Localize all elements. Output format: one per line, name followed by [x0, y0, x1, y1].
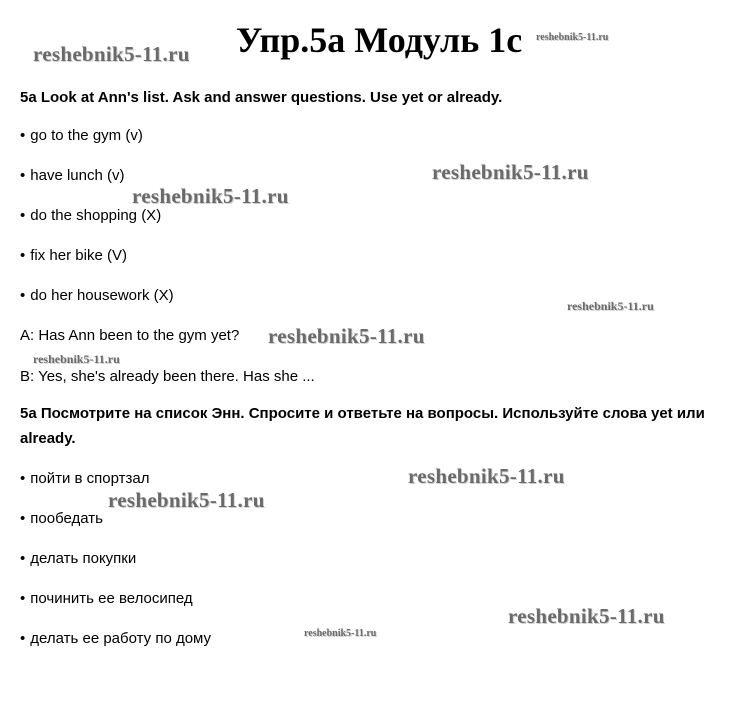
- watermark: reshebnik5-11.ru: [408, 464, 565, 488]
- list-item-text: пообедать: [30, 510, 103, 527]
- russian-task-heading-line2: already.: [20, 430, 76, 447]
- dialog-line-a: A: Has Ann been to the gym yet?: [20, 327, 240, 344]
- russian-task-heading-line1: 5a Посмотрите на список Энн. Спросите и ответьте на вопросы. Используйте слова yet или: [20, 405, 705, 422]
- watermark: reshebnik5-11.ru: [567, 299, 654, 313]
- bullet-icon: •: [20, 247, 26, 264]
- list-item: [20, 246, 127, 266]
- bullet-icon: •: [20, 510, 26, 527]
- list-item: [20, 206, 161, 226]
- bullet-icon: •: [20, 287, 26, 304]
- list-item: [20, 166, 124, 186]
- watermark: reshebnik5-11.ru: [432, 160, 589, 184]
- list-item-text: do her housework (X): [30, 287, 174, 304]
- watermark: reshebnik5-11.ru: [33, 352, 120, 366]
- list-item-text: пойти в спортзал: [30, 470, 150, 487]
- watermark: reshebnik5-11.ru: [508, 604, 665, 628]
- list-item-text: fix her bike (V): [30, 247, 127, 264]
- list-item: [20, 589, 193, 609]
- bullet-icon: •: [20, 550, 26, 567]
- list-item: [20, 629, 211, 649]
- bullet-icon: •: [20, 167, 26, 184]
- list-item: [20, 549, 136, 569]
- list-item: [20, 469, 149, 489]
- watermark: reshebnik5-11.ru: [536, 32, 609, 43]
- watermark: reshebnik5-11.ru: [132, 184, 289, 208]
- list-item: [20, 286, 174, 306]
- watermark: reshebnik5-11.ru: [304, 628, 377, 639]
- page-title: Упр.5a Модуль 1c: [236, 20, 523, 60]
- watermark: reshebnik5-11.ru: [33, 42, 190, 66]
- bullet-icon: •: [20, 207, 26, 224]
- list-item-text: делать ее работу по дому: [30, 630, 212, 647]
- bullet-icon: •: [20, 470, 26, 487]
- watermark: reshebnik5-11.ru: [108, 488, 265, 512]
- list-item: [20, 126, 143, 146]
- list-item-text: have lunch (v): [30, 167, 125, 184]
- watermark: reshebnik5-11.ru: [268, 324, 425, 348]
- list-item-text: do the shopping (X): [30, 207, 162, 224]
- english-task-heading: 5a Look at Ann's list. Ask and answer questions. Use yet or already.: [20, 89, 503, 106]
- list-item: [20, 509, 103, 529]
- dialog-line-b: B: Yes, she's already been there. Has she ...: [20, 368, 315, 385]
- bullet-icon: •: [20, 127, 26, 144]
- bullet-icon: •: [20, 590, 26, 607]
- list-item-text: делать покупки: [30, 550, 137, 567]
- bullet-icon: •: [20, 630, 26, 647]
- list-item-text: go to the gym (v): [30, 127, 143, 144]
- list-item-text: починить ее велосипед: [30, 590, 193, 607]
